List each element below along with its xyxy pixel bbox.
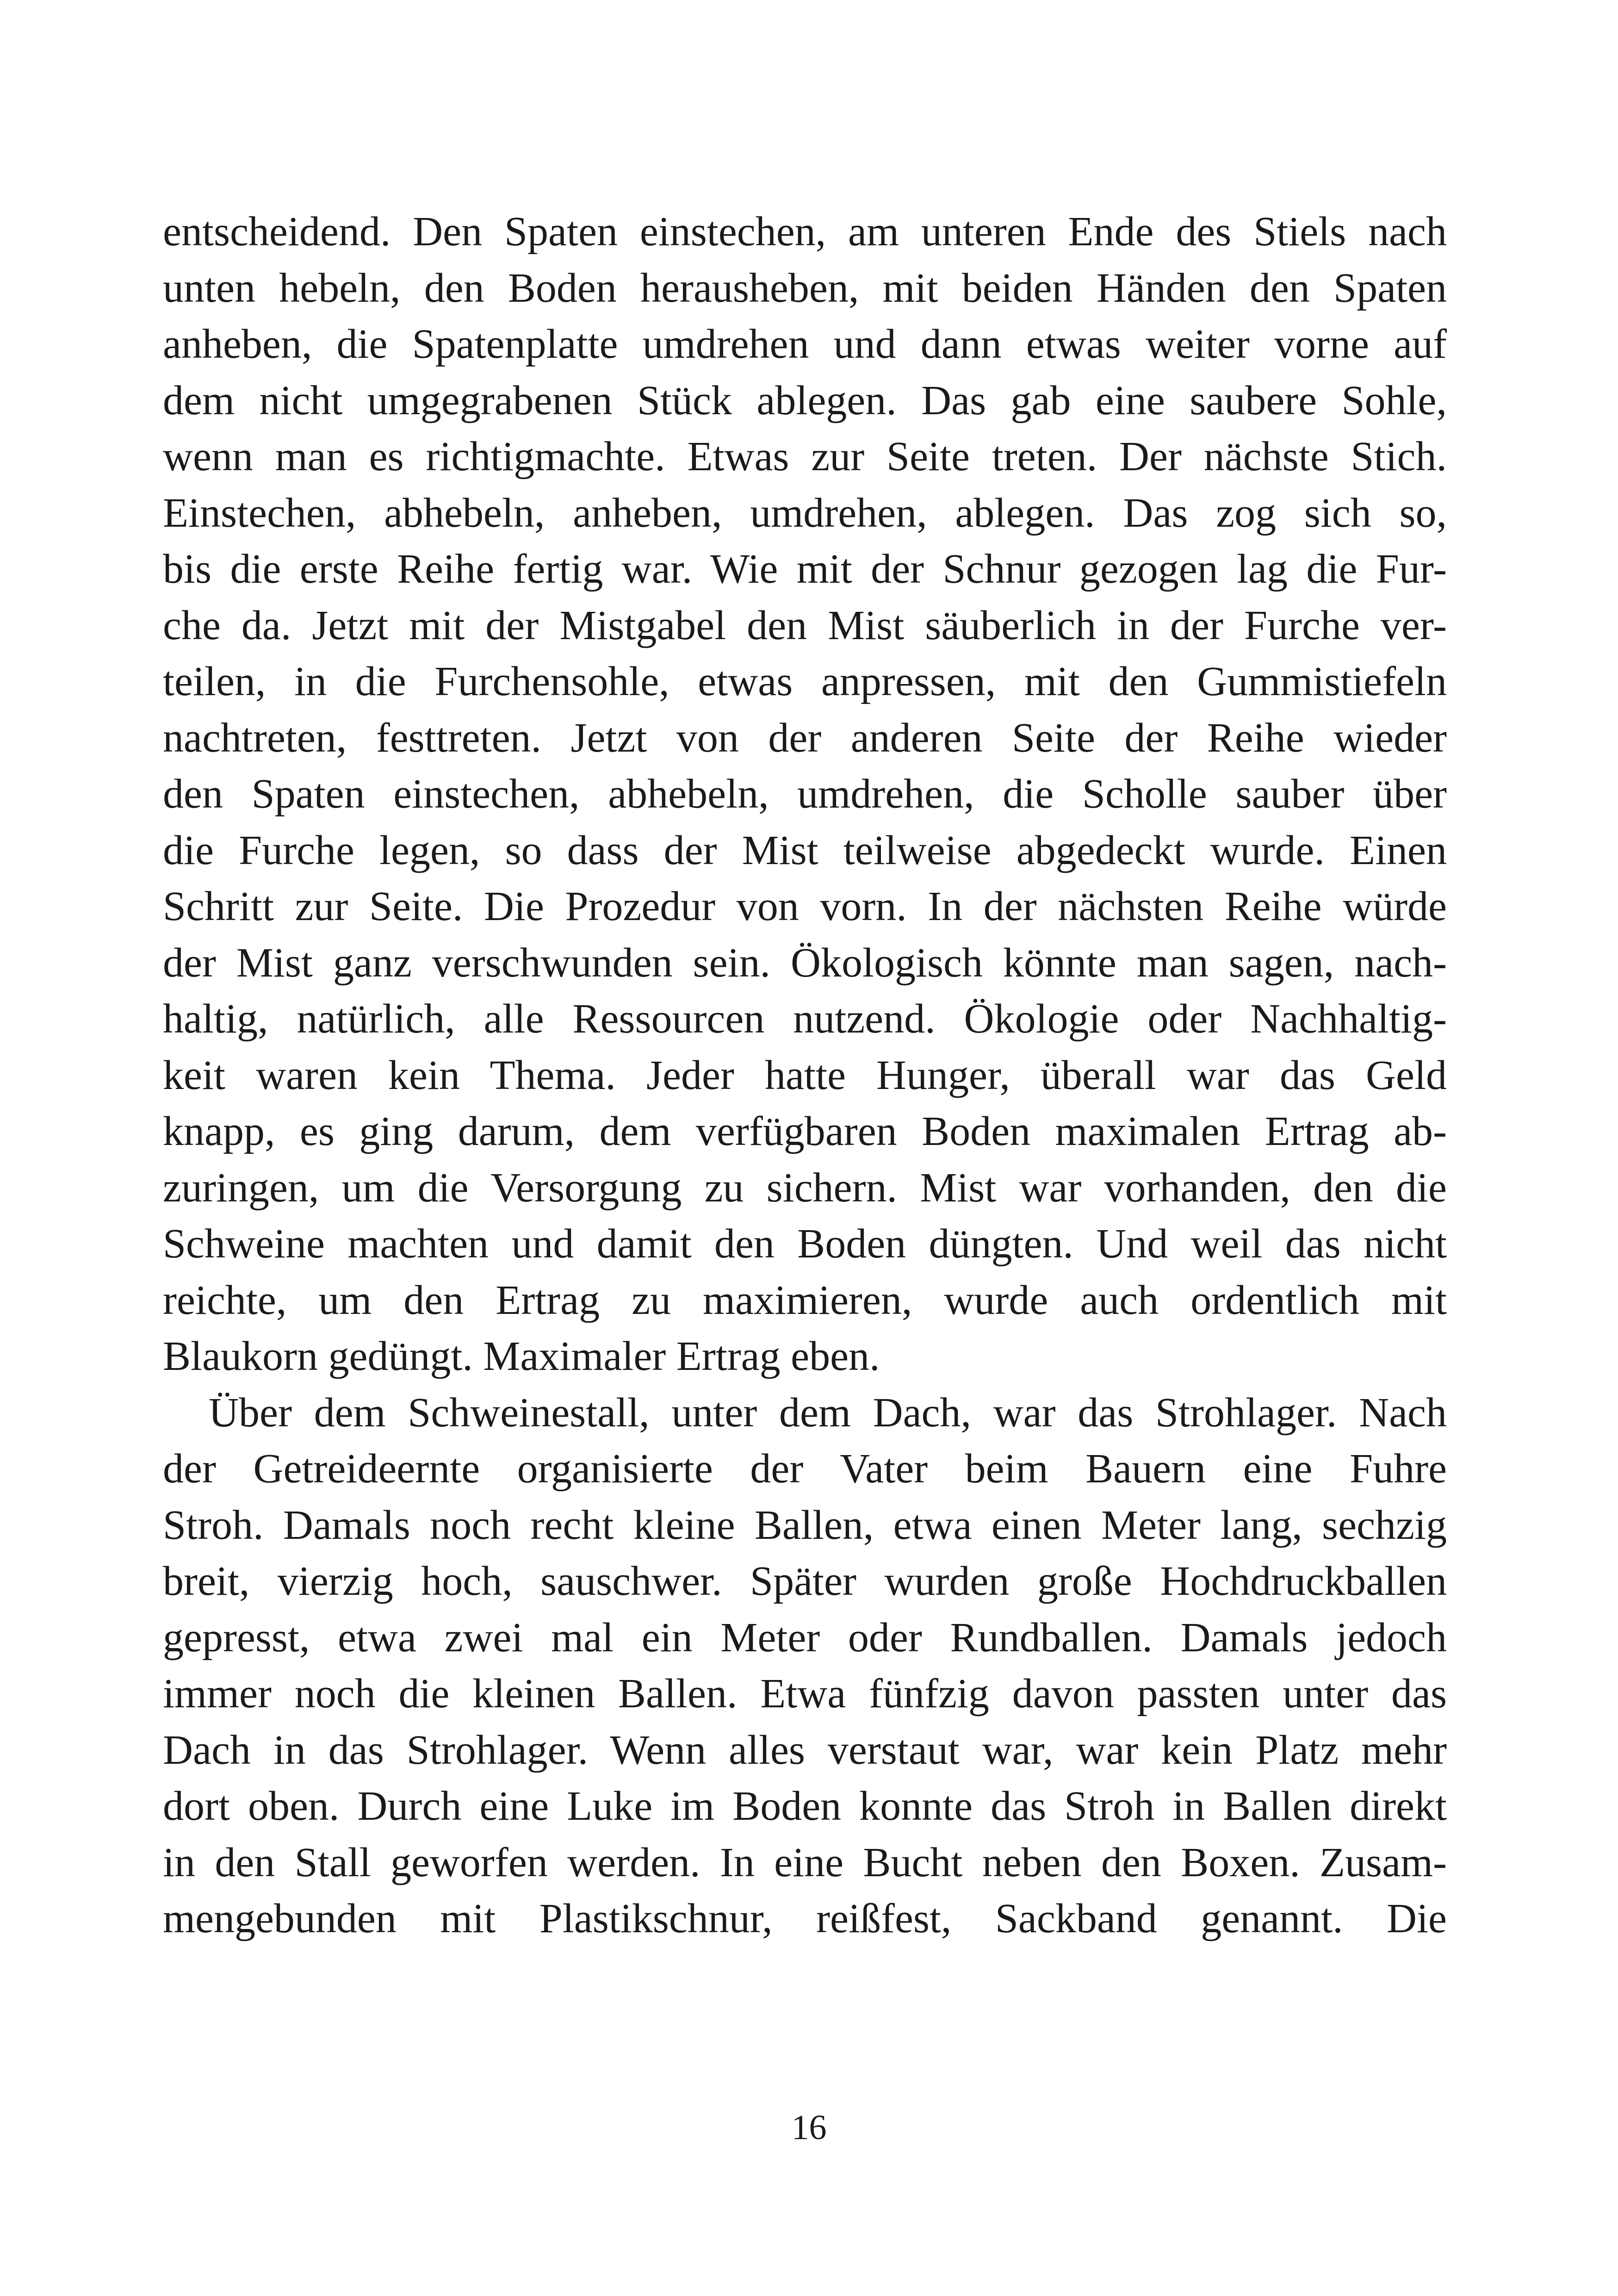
text-line: zuringen, um die Versorgung zu sichern. Mist war vorhanden, den die [163,1164,1447,1211]
text-line: gepresst, etwa zwei mal ein Meter oder Rundballen. Damals jedoch [163,1614,1447,1661]
page-number: 16 [791,2108,827,2147]
text-line: mengebunden mit Plastikschnur, reißfest, Sackband genannt. Die [163,1896,1447,1941]
text-line: den Spaten einstechen, abhebeln, umdrehen, die Scholle sauber über [163,771,1447,817]
text-line: Schweine machten und damit den Boden düngten. Und weil das nicht [163,1221,1447,1267]
text-line: reichte, um den Ertrag zu maximieren, wurde auch ordentlich mit [163,1277,1447,1323]
paragraph-start-line: Über dem Schweinestall, unter dem Dach, war das Strohlager. Nach [209,1389,1447,1436]
text-line: entscheidend. Den Spaten einstechen, am unteren Ende des Stiels nach [163,209,1447,255]
paragraph-end-line: Blaukorn gedüngt. Maximaler Ertrag eben. [163,1333,880,1379]
text-line: der Getreideernte organisierte der Vater beim Bauern eine Fuhre [163,1446,1447,1492]
body-text [163,204,1447,1947]
text-line: die Furche legen, so dass der Mist teilweise abgedeckt wurde. Einen [163,827,1447,873]
text-line: knapp, es ging darum, dem verfügbaren Boden maximalen Ertrag ab- [163,1108,1447,1154]
text-line: unten hebeln, den Boden herausheben, mit beiden Händen den Spaten [163,265,1447,311]
text-line: Schritt zur Seite. Die Prozedur von vorn. In der nächsten Reihe würde [163,884,1447,929]
text-line: wenn man es richtigmachte. Etwas zur Seite treten. Der nächste Stich. [163,434,1447,479]
text-line: dort oben. Durch eine Luke im Boden konnte das Stroh in Ballen direkt [163,1783,1447,1829]
text-line: in den Stall geworfen werden. In eine Bucht neben den Boxen. Zusam- [163,1839,1447,1885]
text-line: Stroh. Damals noch recht kleine Ballen, etwa einen Meter lang, sechzig [163,1502,1447,1548]
text-line: anheben, die Spatenplatte umdrehen und dann etwas weiter vorne auf [163,321,1447,367]
text-line: che da. Jetzt mit der Mistgabel den Mist säuberlich in der Furche ver- [163,602,1447,648]
text-line: der Mist ganz verschwunden sein. Ökologisch könnte man sagen, nach- [163,940,1447,986]
text-line: nachtreten, festtreten. Jetzt von der anderen Seite der Reihe wieder [163,715,1447,761]
text-line: keit waren kein Thema. Jeder hatte Hunger, überall war das Geld [163,1052,1447,1098]
text-line: dem nicht umgegrabenen Stück ablegen. Das gab eine saubere Sohle, [163,377,1447,423]
text-line: Dach in das Strohlager. Wenn alles verstaut war, war kein Platz mehr [163,1727,1447,1773]
text-line: teilen, in die Furchensohle, etwas anpressen, mit den Gummistiefeln [163,659,1447,704]
text-line: haltig, natürlich, alle Ressourcen nutzend. Ökologie oder Nachhaltig- [163,996,1447,1042]
text-line: bis die erste Reihe fertig war. Wie mit der Schnur gezogen lag die Fur- [163,546,1447,592]
text-line: Einstechen, abhebeln, anheben, umdrehen, ablegen. Das zog sich so, [163,490,1447,536]
text-line: breit, vierzig hoch, sauschwer. Später wurden große Hochdruckballen [163,1558,1447,1604]
text-line: immer noch die kleinen Ballen. Etwa fünfzig davon passten unter das [163,1671,1447,1717]
